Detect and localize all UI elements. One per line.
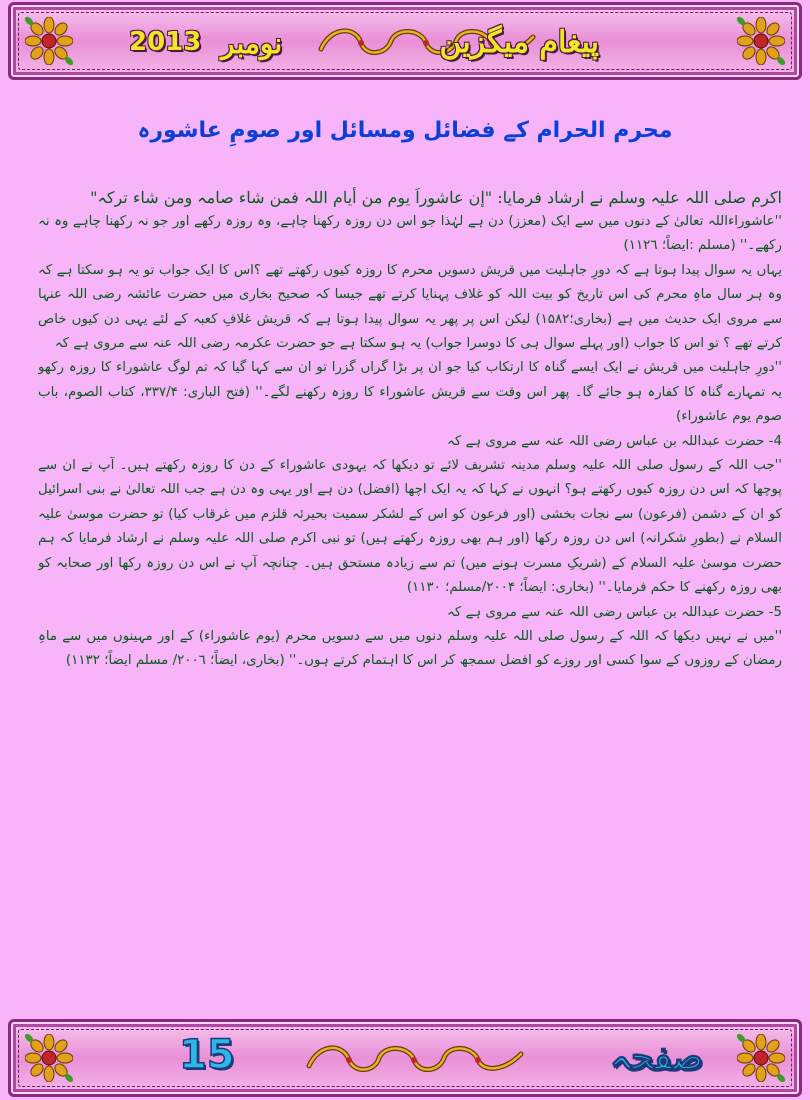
- article-title: محرم الحرام کے فضائل ومسائل اور صومِ عاشورہ: [137, 118, 673, 143]
- flower-icon: [737, 17, 785, 65]
- magazine-month: نومبر: [221, 27, 283, 60]
- paragraph: یہاں یہ سوال پیدا ہوتا ہے کہ دورِ جاہلیت میں قریش دسویں محرم کا روزہ کیوں رکھتے تھے ؟اس کا ایک جواب تو یہ ہو سکتا ہے کہ وہ ہر سال ماہِ محرم کی اس تاریخ کو بیت اللہ کو غلاف پہنایا کرتے تھے جیسا کہ صحیح بخاری میں حضرت عائشہ رضی اللہ عنہا سے مروی ایک حدیث میں ہے (بخاری؛١۵٨٢) لیکن اس پر پھر یہ سوال پیدا ہوتا ہے کہ قریش غلافِ کعبہ کے لئے یہی دن کیوں خاص کرتے تھے ؟ تو اس کا جواب (اور پہلے سوال ہی کا دوسرا جواب) یہ ہو سکتا ہے جو حضرت عکرمہ رضی اللہ عنہ سے مروی ہے کہ: [38, 262, 782, 352]
- magazine-name: پیغام میگزین: [439, 25, 599, 60]
- magazine-year: 2013: [129, 27, 202, 57]
- paragraph: ''جب اللہ کے رسول صلی اللہ علیہ وسلم مدینہ تشریف لائے تو دیکھا کہ یہودی عاشوراء کے دن کا روزہ رکھتے ہیں۔ آپ نے ان سے پوچھا کہ اس دن روزہ کیوں رکھتے ہو؟ انہوں نے کہا کہ یہ ایک اچھا (افضل) دن ہے اور یہی وہ دن ہے جب اللہ تعالیٰ نے بنی اسرائیل کو ان کے دشمن (فرعون) سے نجات بخشی (اور فرعون کو اس کے لشکر سمیت بحیرئہ قلزم میں غرقاب کیا) تو حضرت موسیٰ علیہ السلام نے (بطورِ شکرانہ) اس دن روزہ رکھا (اور ہم بھی روزہ رکھتے ہیں) تو نبی اکرم صلی اللہ علیہ وسلم نے ارشاد فرمایا کہ ہم حضرت موسیٰ علیہ السلام کے (شریکِ مسرت ہونے میں) تم سے زیادہ مستحق ہیں۔ چنانچہ آپ نے اس دن روزہ رکھا اور صحابہ کو بھی روزہ رکھنے کا حکم فرمایا۔'' (بخاری: ایضاً؛ ٢٠٠۴/مسلم؛ ١١٣٠): [38, 458, 782, 596]
- flower-icon: [25, 1034, 73, 1082]
- paragraph: ''دورِ جاہلیت میں قریش نے ایک ایسے گناہ کا ارتکاب کیا جو ان پر بڑا گراں گزرا تو ان سے کہا گیا کہ تم لوگ عاشوراء کا روزہ رکھو یہ تمہارے گناہ کا کفارہ ہو جائے گا۔ پھر اس وقت سے قریش عاشوراء کا روزہ رکھنے لگے۔'' (فتح الباری: ٣٣٧/۴، کتاب الصوم، باب صوم یوم عاشوراء): [38, 360, 782, 425]
- paragraph: اکرم صلی اللہ علیہ وسلم نے ارشاد فرمایا: "إن عاشوراَ یوم من أیام اللہ فمن شاء صامہ ومن شاء ترکہ": [90, 188, 782, 207]
- page-label: صفحہ: [609, 1036, 703, 1078]
- page-number: 15: [179, 1032, 235, 1078]
- paragraph: 4- حضرت عبداللہ بن عباس رضی اللہ عنہ سے مروی ہے کہ: [446, 433, 782, 449]
- footer-banner: [8, 1019, 802, 1097]
- article-body: [38, 186, 782, 1006]
- paragraph: ''میں نے نہیں دیکھا کہ اللہ کے رسول صلی اللہ علیہ وسلم دنوں میں سے دسویں محرم (یوم عاشوراء) کے اور مہینوں میں سے ماہِ رمضان کے روزوں کے سوا کسی اور روزے کو افضل سمجھ کر اس کا اہتمام کرتے ہوں۔'' (بخاری، ایضاً؛ ٢٠٠٦/ مسلم ایضاً؛ ١١٣٢): [38, 628, 782, 669]
- paragraph: ''عاشوراءاللہ تعالیٰ کے دنوں میں سے ایک (معزز) دن ہے لہٰذا جو اس دن روزہ رکھنا چاہے، وہ روزہ رکھے اور جو نہ رکھنا چاہے وہ نہ رکھے۔'' (مسلم :ایضاً؛ ١١٢٦): [38, 214, 782, 254]
- header-banner: [8, 2, 802, 80]
- flower-icon: [25, 17, 73, 65]
- paragraph: 5- حضرت عبداللہ بن عباس رضی اللہ عنہ سے مروی ہے کہ: [446, 604, 782, 620]
- scroll-ornament-icon: [301, 1038, 531, 1078]
- flower-icon: [737, 1034, 785, 1082]
